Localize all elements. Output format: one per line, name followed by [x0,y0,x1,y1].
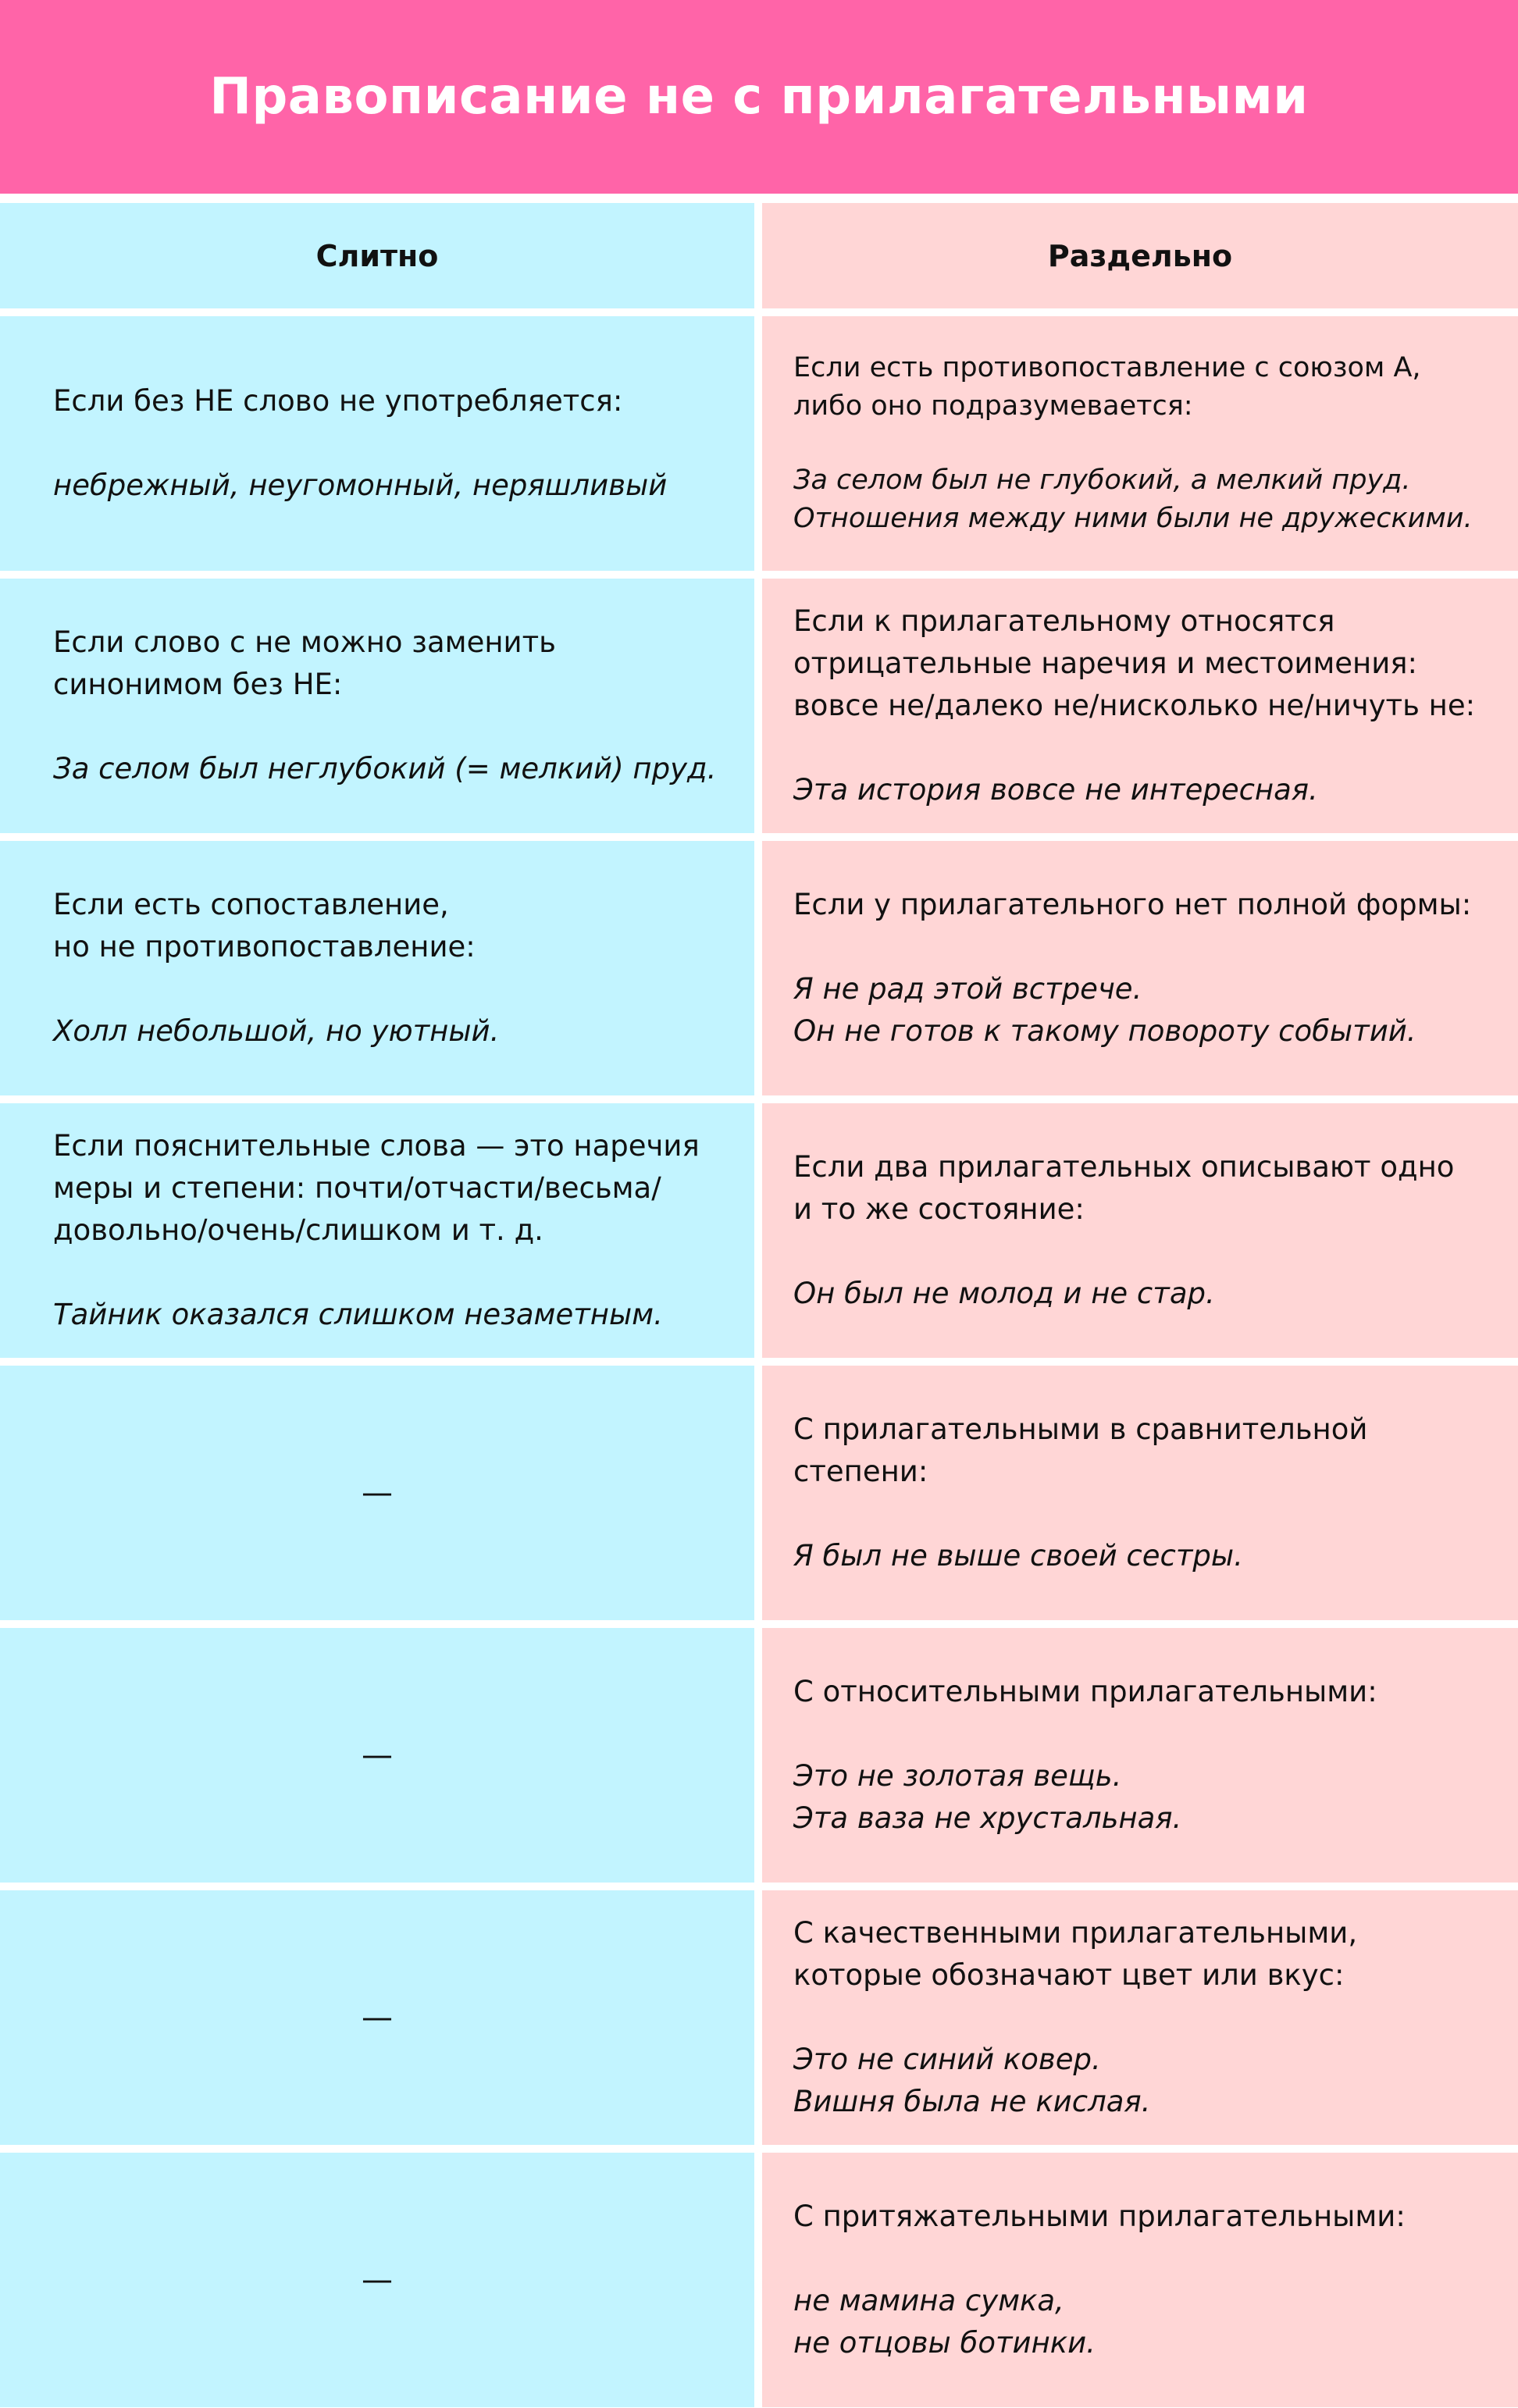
separate-rule-2: Если к прилагательному относятся отрицательные наречия и местоимения: вовсе не/далеко не/нисколько не/ничуть не: [793,604,1476,722]
together-rule-3: Если есть сопоставление, но не противопоставление: [53,888,476,964]
together-dash-6: — [0,1628,754,1883]
separate-cell-4 [762,1103,1518,1358]
together-cell-3 [0,841,754,1095]
together-rule-1: Если без НЕ слово не употребляется: [53,384,623,418]
separate-cell-7 [762,1890,1518,2145]
separate-cell-3 [762,841,1518,1095]
title-banner [0,0,1518,194]
page-title: Правописание не с прилагательными [209,68,1309,126]
separate-rule-6: С относительными прилагательными: [793,1675,1377,1708]
together-dash-7: — [0,1890,754,2145]
together-dash-5: — [0,1366,754,1620]
separate-example-4: Он был не молод и не стар. [793,1277,1215,1310]
separate-rule-5: С прилагательными в сравнительной степени: [793,1412,1368,1488]
separate-example-2: Эта история вовсе не интересная. [793,773,1318,807]
separate-rule-4: Если два прилагательных описывают одно и то же состояние: [793,1150,1455,1226]
separate-cell-8 [762,2153,1518,2407]
header-separate: Раздельно [762,203,1518,308]
separate-rule-3: Если у прилагательного нет полной формы: [793,888,1472,921]
together-example-2: За селом был неглубокий (= мелкий) пруд. [53,752,717,785]
separate-rule-7: С качественными прилагательными, которые обозначают цвет или вкус: [793,1916,1358,1992]
together-example-1: небрежный, неугомонный, неряшливый [53,468,668,502]
together-cell-1 [0,316,754,571]
separate-cell-1 [762,316,1518,571]
together-rule-2: Если слово с не можно заменить синонимом без НЕ: [53,625,556,701]
separate-cell-6 [762,1628,1518,1883]
separate-example-5: Я был не выше своей сестры. [793,1539,1243,1573]
together-dash-8: — [0,2153,754,2407]
separate-example-8: не мамина сумка, не отцовы ботинки. [793,2284,1096,2360]
together-example-4: Тайник оказался слишком незаметным. [53,1298,663,1331]
separate-example-7: Это не синий ковер. Вишня была не кислая. [793,2043,1151,2118]
together-example-3: Холл небольшой, но уютный. [53,1014,500,1048]
separate-example-6: Это не золотая вещь. Эта ваза не хрустальная. [793,1759,1182,1835]
separate-example-1: За селом был не глубокий, а мелкий пруд. Отношения между ними были не дружескими. [793,465,1473,534]
together-cell-4 [0,1103,754,1358]
header-together: Слитно [0,203,754,308]
separate-cell-5 [762,1366,1518,1620]
together-cell-2 [0,579,754,833]
separate-example-3: Я не рад этой встрече. Он не готов к такому повороту событий. [793,972,1416,1048]
together-rule-4: Если пояснительные слова — это наречия меры и степени: почти/отчасти/весьма/ довольно/очень/слишком и т. д. [53,1129,700,1247]
separate-rule-1: Если есть противопоставление с союзом А, либо оно подразумевается: [793,352,1421,422]
separate-rule-8: С притяжательными прилагательными: [793,2200,1406,2233]
rules-table [0,203,1518,2407]
separate-cell-2 [762,579,1518,833]
